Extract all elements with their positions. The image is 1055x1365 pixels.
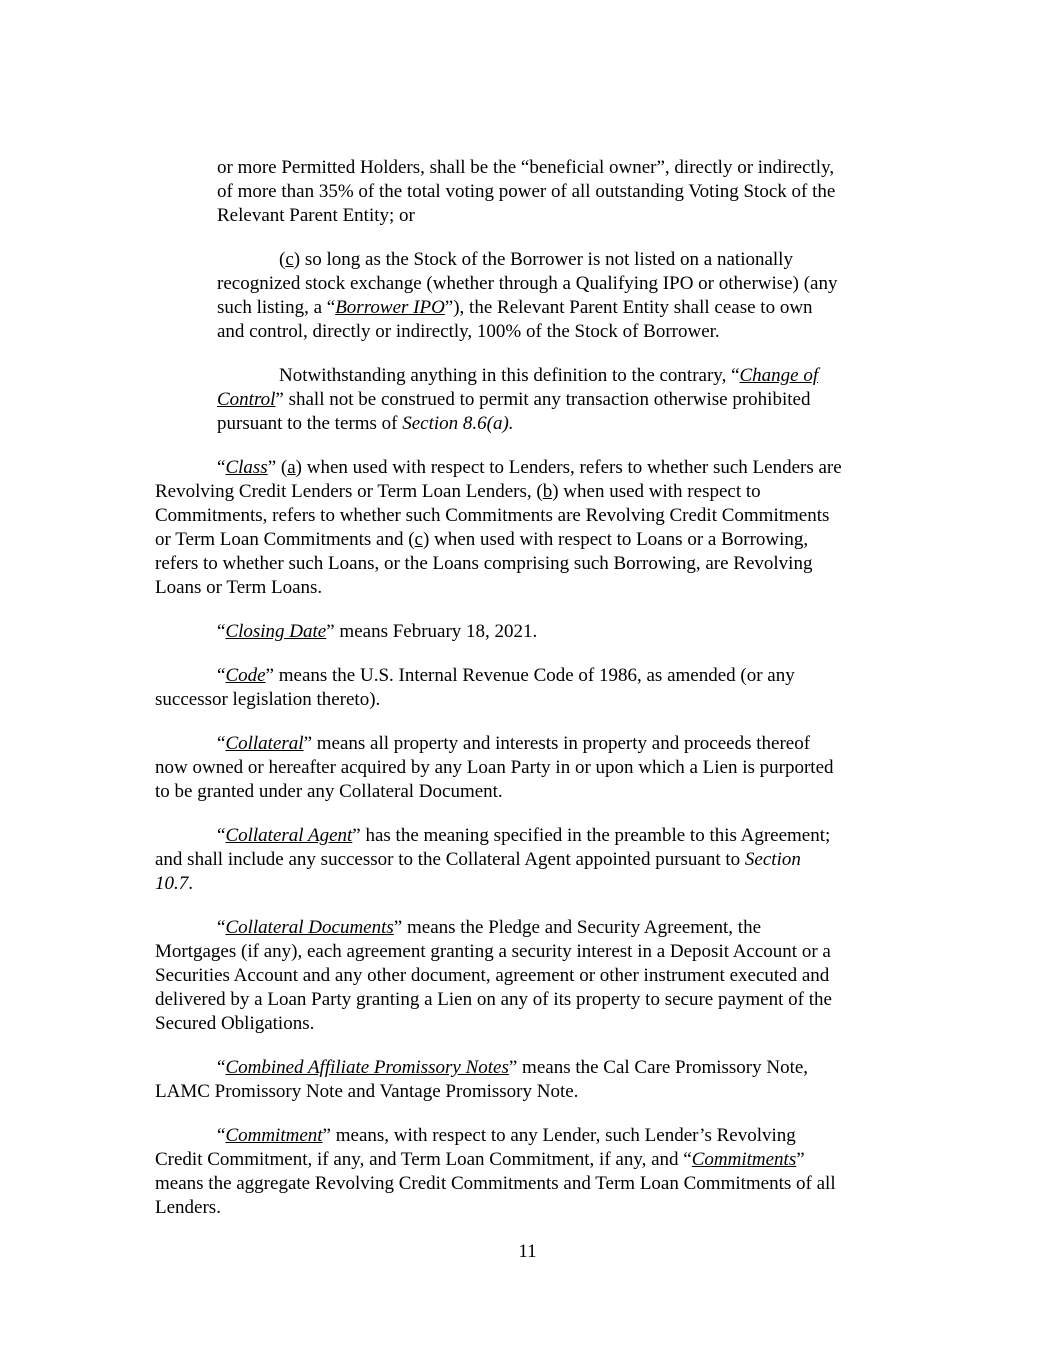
- defined-term-run: Class: [225, 457, 268, 478]
- text-run: to be granted under any Collateral Document.: [155, 781, 503, 802]
- text-run: Lenders.: [155, 1197, 221, 1218]
- text-run: ” means the Cal Care Promissory Note,: [508, 1057, 809, 1078]
- defined-term-run: Collateral: [225, 733, 304, 754]
- text-line: [155, 1124, 836, 1148]
- text-line: [155, 964, 832, 988]
- text-line: [217, 272, 837, 296]
- defined-term-run: Commitments: [691, 1149, 797, 1170]
- defined-term-run: Section: [744, 849, 801, 870]
- text-run: ” (: [267, 457, 288, 478]
- text-line: [155, 576, 842, 600]
- text-run: LAMC Promissory Note and Vantage Promissory Note.: [155, 1081, 579, 1102]
- text-run: ”: [796, 1149, 805, 1170]
- defined-term-run: b: [542, 481, 553, 502]
- text-run: .: [188, 873, 193, 894]
- text-line: [155, 688, 795, 712]
- text-line: [155, 480, 842, 504]
- defined-term-run: c: [285, 249, 294, 270]
- text-run: of more than 35% of the total voting power of all outstanding Voting Stock of the: [217, 181, 836, 202]
- text-run: “: [217, 665, 226, 686]
- text-line: [155, 780, 834, 804]
- text-line: [217, 364, 818, 388]
- text-line: [155, 1012, 832, 1036]
- text-run: “: [217, 1057, 226, 1078]
- text-line: [155, 756, 834, 780]
- text-run: Revolving Credit Lenders or Term Loan Lenders, (: [155, 481, 543, 502]
- text-line: [217, 388, 818, 412]
- text-run: Commitments, refers to whether such Commitments are Revolving Credit Commitments: [155, 505, 830, 526]
- text-line: [155, 528, 842, 552]
- text-run: pursuant to the terms of: [217, 413, 403, 434]
- text-run: “: [217, 621, 226, 642]
- text-run: Relevant Parent Entity; or: [217, 205, 415, 226]
- defined-term-run: Control: [217, 389, 276, 410]
- text-line: [155, 916, 832, 940]
- text-line: [155, 504, 842, 528]
- change-of-control-paragraph: [217, 364, 818, 436]
- text-line: [217, 180, 835, 204]
- text-run: ) when used with respect to Lenders, refers to whether such Lenders are: [295, 457, 842, 478]
- text-run: such listing, a “: [217, 297, 336, 318]
- text-line: [217, 156, 835, 180]
- text-line: [217, 296, 837, 320]
- defined-term-run: Borrower IPO: [335, 297, 445, 318]
- text-line: [155, 456, 842, 480]
- text-line: [217, 412, 818, 436]
- text-run: ” has the meaning specified in the preamble to this Agreement;: [352, 825, 831, 846]
- text-run: “: [217, 825, 226, 846]
- text-run: “: [217, 917, 226, 938]
- clause-c-paragraph: [217, 248, 837, 344]
- text-run: refers to whether such Loans, or the Loans comprising such Borrowing, are Revolving: [155, 553, 813, 574]
- defined-term-run: 10.7: [155, 873, 189, 894]
- text-line: [155, 1172, 836, 1196]
- text-run: successor legislation thereto).: [155, 689, 381, 710]
- text-line: [155, 940, 832, 964]
- text-line: [155, 824, 830, 848]
- text-run: ” means the Pledge and Security Agreement, the: [393, 917, 762, 938]
- text-run: ) when used with respect to Loans or a Borrowing,: [422, 529, 809, 550]
- text-run: ” means the U.S. Internal Revenue Code of 1986, as amended (or any: [265, 665, 795, 686]
- definition-combined-affiliate-promissory-notes: [155, 1056, 808, 1104]
- text-run: or more Permitted Holders, shall be the “beneficial owner”, directly or indirectly,: [217, 157, 835, 178]
- text-run: recognized stock exchange (whether through a Qualifying IPO or otherwise) (any: [217, 273, 838, 294]
- text-line: [155, 1148, 836, 1172]
- text-line: [217, 320, 837, 344]
- defined-term-run: Code: [225, 665, 266, 686]
- text-run: “: [217, 733, 226, 754]
- defined-term-run: Collateral Documents: [225, 917, 394, 938]
- text-run: Securities Account and any other document, agreement or other instrument executed and: [155, 965, 830, 986]
- text-line: [155, 872, 830, 896]
- text-line: [217, 204, 835, 228]
- text-run: and shall include any successor to the Collateral Agent appointed pursuant to: [155, 849, 745, 870]
- text-run: “: [217, 457, 226, 478]
- text-line: [155, 1056, 808, 1080]
- text-run: Notwithstanding anything in this definition to the contrary, “: [279, 365, 740, 386]
- text-run: Secured Obligations.: [155, 1013, 315, 1034]
- text-line: [155, 732, 834, 756]
- text-run: and control, directly or indirectly, 100% of the Stock of Borrower.: [217, 321, 720, 342]
- defined-term-run: Closing Date: [225, 621, 327, 642]
- text-run: ” means, with respect to any Lender, such Lender’s Revolving: [322, 1125, 796, 1146]
- text-line: [217, 248, 837, 272]
- page-number: 11: [518, 1241, 537, 1262]
- text-run: or Term Loan Commitments and (: [155, 529, 415, 550]
- definition-commitment: [155, 1124, 836, 1220]
- text-run: ” shall not be construed to permit any transaction otherwise prohibited: [275, 389, 811, 410]
- definition-class: [155, 456, 842, 600]
- text-line: [155, 664, 795, 688]
- text-line: [155, 552, 842, 576]
- text-run: ”), the Relevant Parent Entity shall cease to own: [444, 297, 813, 318]
- text-line: [155, 848, 830, 872]
- definition-code: [155, 664, 795, 712]
- text-run: means the aggregate Revolving Credit Commitments and Term Loan Commitments of all: [155, 1173, 836, 1194]
- defined-term-run: Section 8.6(a).: [402, 413, 514, 434]
- permitted-holders-paragraph: [217, 156, 835, 228]
- text-line: [155, 988, 832, 1012]
- text-run: (: [279, 249, 286, 270]
- text-run: ) so long as the Stock of the Borrower is not listed on a nationally: [293, 249, 793, 270]
- definition-collateral-documents: [155, 916, 832, 1036]
- text-line: [155, 1080, 808, 1104]
- text-run: ) when used with respect to: [552, 481, 761, 502]
- text-run: Credit Commitment, if any, and Term Loan Commitment, if any, and “: [155, 1149, 692, 1170]
- text-run: Loans or Term Loans.: [155, 577, 323, 598]
- defined-term-run: a: [287, 457, 296, 478]
- defined-term-run: Collateral Agent: [225, 825, 353, 846]
- definition-collateral-agent: [155, 824, 830, 896]
- defined-term-run: Commitment: [225, 1125, 323, 1146]
- text-run: now owned or hereafter acquired by any Loan Party in or upon which a Lien is purported: [155, 757, 834, 778]
- definition-collateral: [155, 732, 834, 804]
- text-run: ” means all property and interests in property and proceeds thereof: [303, 733, 811, 754]
- definition-closing-date: [155, 620, 537, 644]
- text-run: ” means February 18, 2021.: [326, 621, 538, 642]
- text-line: [155, 1196, 836, 1220]
- text-run: delivered by a Loan Party granting a Lien on any of its property to secure payment of the: [155, 989, 832, 1010]
- text-run: Mortgages (if any), each agreement granting a security interest in a Deposit Account or a: [155, 941, 831, 962]
- text-line: [155, 620, 537, 644]
- defined-term-run: Change of: [739, 365, 819, 386]
- text-run: “: [217, 1125, 226, 1146]
- defined-term-run: Combined Affiliate Promissory Notes: [225, 1057, 509, 1078]
- defined-term-run: c: [414, 529, 423, 550]
